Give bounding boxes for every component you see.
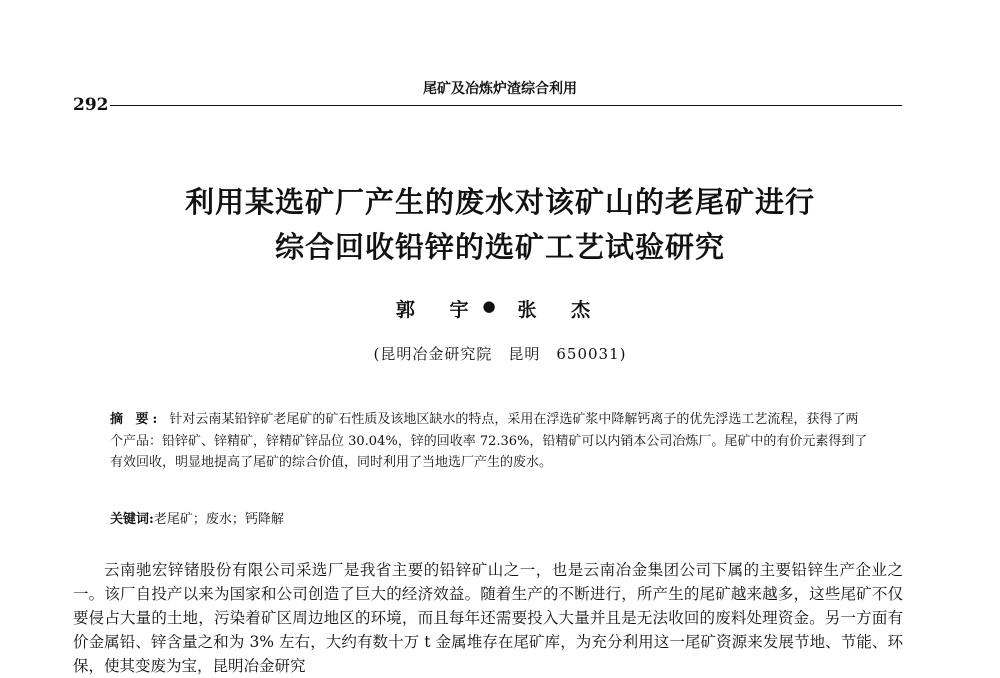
author-1: 郭 宇	[395, 299, 483, 321]
header-rule	[110, 105, 902, 106]
body-paragraph-1: 云南驰宏锌锗股份有限公司采选厂是我省主要的铅锌矿山之一，也是云南冶金集团公司下属的主要铅锌生产企业之一。该厂自投产以来为国家和公司创造了巨大的经济效益。随着生产的不断进行，所产生的尾矿越来越多，这些尾矿不仅要侵占大量的土地，污染着矿区周边地区的环境，而且每年还需要投入大量并且是无法收回的废料处理资金。另一方面有价金属铅、锌含量之和为 3% 左右，大约有数十万 t 金属堆存在尾矿库，为充分利用这一尾矿资源来发展节地、节能、环保，使其变废为宝，昆明冶金研究	[73, 561, 903, 675]
abstract-text: 针对云南某铅锌矿老尾矿的矿石性质及该地区缺水的特点，采用在浮选矿浆中降解钙离子的优先浮选工艺流程，获得了两个产品：铅锌矿、锌精矿，锌精矿锌品位 30.04%，锌的回收率 72.36%，铅精矿可以内销本公司冶炼厂。尾矿中的有价元素得到了有效回收，明显地提高了尾矿的综合价值，同时利用了当地选厂产生的废水。	[110, 412, 868, 470]
author-2: 张 杰	[517, 299, 605, 321]
affiliation: (昆明冶金研究院 昆明 650031)	[373, 345, 627, 363]
keywords-label: 关键词:	[110, 512, 154, 527]
abstract	[110, 409, 870, 474]
page-number: 292	[73, 95, 109, 115]
author-list	[0, 295, 1000, 322]
article-title-line-1: 利用某选矿厂产生的废水对该矿山的老尾矿进行	[184, 185, 815, 219]
keywords	[110, 508, 284, 527]
author-footnote-mark: ●	[482, 297, 496, 315]
keywords-text: 老尾矿；废水；钙降解	[153, 512, 284, 527]
body-text	[73, 558, 903, 678]
running-head: 尾矿及冶炼炉渣综合利用	[423, 81, 577, 97]
article-title-line-2: 综合回收铅锌的选矿工艺试验研究	[274, 230, 725, 264]
abstract-label: 摘 要:	[110, 412, 162, 427]
